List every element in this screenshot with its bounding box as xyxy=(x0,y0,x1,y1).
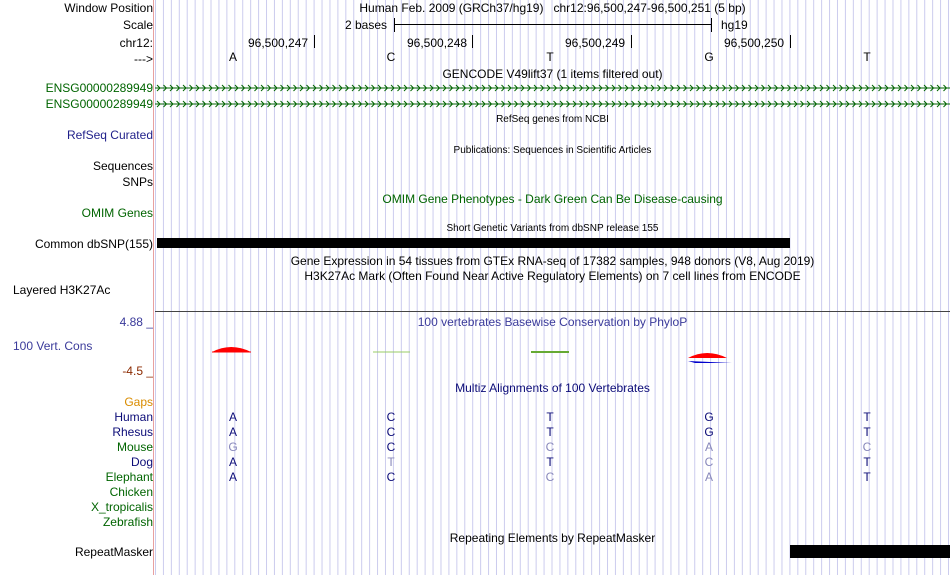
aligned-base: A xyxy=(228,455,237,469)
window-position-label: Window Position xyxy=(64,1,153,15)
aligned-base: A xyxy=(704,440,713,454)
label-divider xyxy=(153,0,154,575)
aligned-base: T xyxy=(546,410,554,424)
strand-arrow-label: ---> xyxy=(134,52,153,66)
gtex-track-title[interactable]: Gene Expression in 54 tissues from GTEx RNA-seq of 17382 samples, 948 donors (V8, Aug 2019) xyxy=(290,254,815,268)
species-label-rhesus: Rhesus xyxy=(112,425,153,439)
ruler-tick-label-3: 96,500,249 xyxy=(565,36,626,50)
gencode-gene-label-2[interactable]: ENSG00000289949 xyxy=(45,97,153,111)
aligned-base: T xyxy=(546,455,554,469)
aligned-base: G xyxy=(704,425,714,439)
conservation-max-label: 4.88 _ xyxy=(119,315,153,329)
scale-assembly-text: hg19 xyxy=(721,18,748,32)
aligned-base: C xyxy=(386,425,396,439)
phylop-peak-1 xyxy=(212,347,251,352)
scale-bar-left-tick xyxy=(394,18,395,32)
aligned-base: C xyxy=(386,470,396,484)
aligned-base: A xyxy=(228,425,237,439)
species-label-human: Human xyxy=(114,410,153,424)
aligned-base: T xyxy=(863,425,871,439)
aligned-base: C xyxy=(545,470,555,484)
common-dbsnp-label[interactable]: Common dbSNP(155) xyxy=(34,237,153,251)
aligned-base: T xyxy=(387,455,395,469)
gaps-label: Gaps xyxy=(124,395,153,409)
phylop-dip-4 xyxy=(688,361,732,363)
scale-label: Scale xyxy=(122,18,153,32)
gencode-gene-line-2[interactable] xyxy=(155,99,950,109)
ruler-tick-1 xyxy=(314,35,315,48)
ruler-base-3: T xyxy=(546,50,554,64)
ruler-tick-label-2: 96,500,248 xyxy=(407,36,468,50)
species-label-x-tropicalis: X_tropicalis xyxy=(90,500,153,514)
ruler-title xyxy=(155,1,950,15)
phylop-plot[interactable] xyxy=(155,340,950,370)
ruler-base-1: A xyxy=(228,50,237,64)
ruler-base-5: T xyxy=(863,50,871,64)
ruler-tick-label-4: 96,500,250 xyxy=(724,36,785,50)
scale-bar-right-tick xyxy=(711,18,712,32)
aligned-base: A xyxy=(704,470,713,484)
aligned-base: C xyxy=(545,440,555,454)
aligned-base: G xyxy=(704,410,714,424)
aligned-base: C xyxy=(386,440,396,454)
repeatmasker-label[interactable]: RepeatMasker xyxy=(74,545,153,559)
refseq-curated-label[interactable]: RefSeq Curated xyxy=(66,128,153,142)
ruler-base-4: G xyxy=(704,50,714,64)
track-image-area[interactable] xyxy=(155,0,950,575)
dbsnp-track-title[interactable]: Short Genetic Variants from dbSNP release 155 xyxy=(446,223,659,234)
omim-genes-label[interactable]: OMIM Genes xyxy=(81,206,153,220)
refseq-track-title[interactable]: RefSeq genes from NCBI xyxy=(496,114,609,125)
repeatmasker-track-title[interactable]: Repeating Elements by RepeatMasker xyxy=(449,531,656,545)
species-label-dog: Dog xyxy=(130,455,153,469)
aligned-base: T xyxy=(863,455,871,469)
assembly-name: Human Feb. 2009 (GRCh37/hg19) xyxy=(359,1,544,15)
aligned-base: G xyxy=(228,440,238,454)
scale-bases-text: 2 bases xyxy=(345,18,388,32)
omim-track-title[interactable]: OMIM Gene Phenotypes - Dark Green Can Be Disease-causing xyxy=(382,192,723,206)
h3k27ac-track-title[interactable]: H3K27Ac Mark (Often Found Near Active Regulatory Elements) on 7 cell lines from ENCODE xyxy=(304,269,801,283)
chromosome-label: chr12: xyxy=(119,36,153,50)
phylop-peak-4 xyxy=(688,353,727,358)
aligned-base: T xyxy=(863,410,871,424)
ruler-tick-3 xyxy=(631,35,632,48)
repeat-element-bar[interactable] xyxy=(790,545,950,558)
aligned-base: T xyxy=(546,425,554,439)
vert-cons-label[interactable]: 100 Vert. Cons xyxy=(13,339,93,353)
aligned-base: T xyxy=(863,470,871,484)
conservation-min-label: -4.5 _ xyxy=(122,364,153,378)
multiz-track-title[interactable]: Multiz Alignments of 100 Vertebrates xyxy=(455,381,650,395)
h3k27ac-baseline xyxy=(155,311,950,312)
species-label-elephant: Elephant xyxy=(105,470,153,484)
gencode-gene-line-1[interactable] xyxy=(155,83,950,93)
snps-label[interactable]: SNPs xyxy=(122,175,153,189)
aligned-base: C xyxy=(704,455,714,469)
position-range: chr12:96,500,247-96,500,251 (5 bp) xyxy=(553,1,746,15)
sequences-label[interactable]: Sequences xyxy=(92,159,153,173)
gencode-track-title[interactable]: GENCODE V49lift37 (1 items filtered out) xyxy=(442,67,663,81)
ruler-tick-2 xyxy=(472,35,473,48)
ruler-tick-4 xyxy=(790,35,791,48)
ruler-tick-label-1: 96,500,247 xyxy=(248,36,309,50)
layered-h3k27ac-label[interactable]: Layered H3K27Ac xyxy=(13,283,111,297)
gencode-gene-label-1[interactable]: ENSG00000289949 xyxy=(45,81,153,95)
dbsnp-variant-bar[interactable] xyxy=(157,238,790,248)
ruler-base-2: C xyxy=(386,50,396,64)
aligned-base: A xyxy=(228,470,237,484)
aligned-base: C xyxy=(862,440,872,454)
scale-bar xyxy=(394,24,712,25)
publications-track-title[interactable]: Publications: Sequences in Scientific Articles xyxy=(453,145,652,156)
track-label-column xyxy=(0,0,153,575)
aligned-base: C xyxy=(386,410,396,424)
species-label-mouse: Mouse xyxy=(116,440,153,454)
species-label-zebrafish: Zebrafish xyxy=(102,515,153,529)
species-label-chicken: Chicken xyxy=(109,485,153,499)
phylop-track-title[interactable]: 100 vertebrates Basewise Conservation by PhyloP xyxy=(417,315,688,329)
aligned-base: A xyxy=(228,410,237,424)
